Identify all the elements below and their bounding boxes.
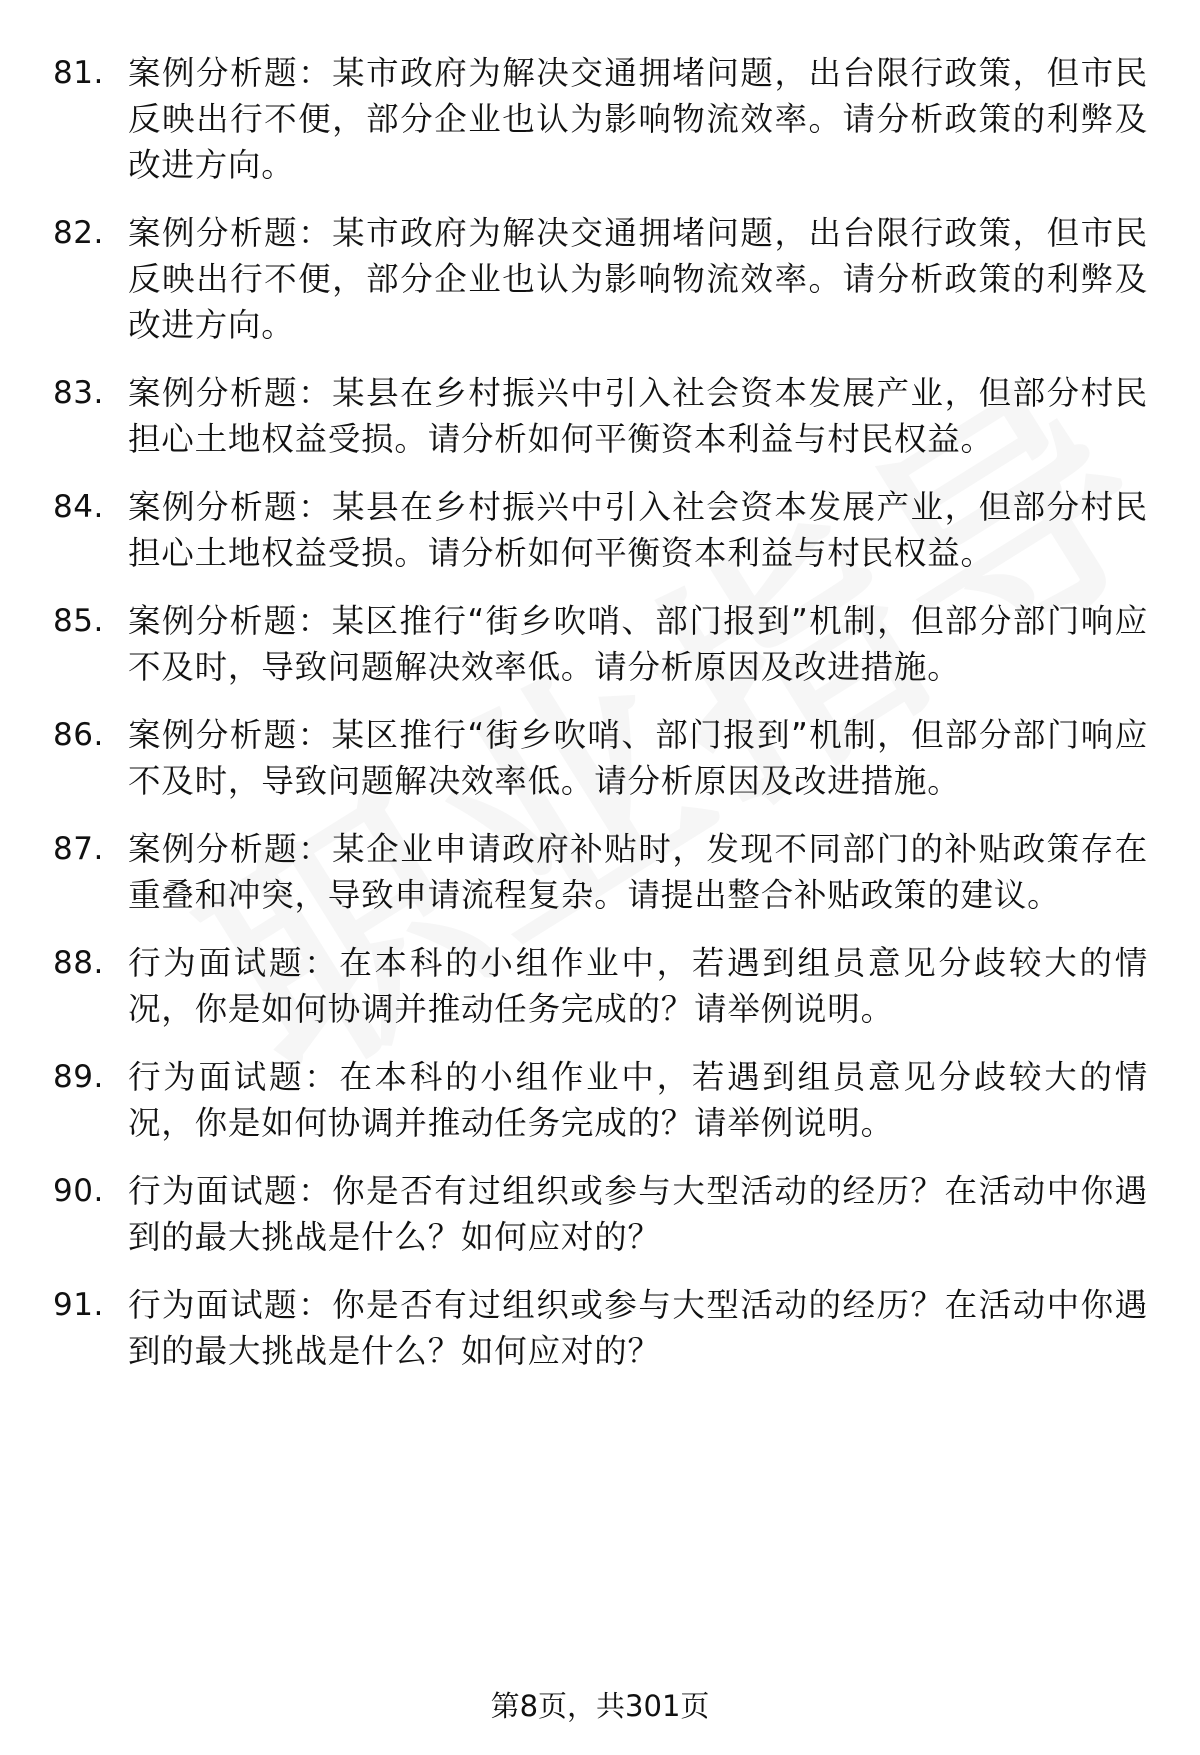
question-list	[0, 50, 1200, 1396]
question-number: 84.	[53, 489, 104, 525]
question-item	[0, 1054, 1200, 1146]
page-footer	[0, 1686, 1200, 1726]
question-text: 案例分析题：某市政府为解决交通拥堵问题，出台限行政策，但市民反映出行不便，部分企业也认为影响物流效率。请分析政策的利弊及改进方向。	[128, 54, 1148, 184]
question-number: 90.	[53, 1173, 104, 1209]
question-item	[0, 210, 1200, 348]
question-number: 85.	[53, 603, 104, 639]
question-number: 81.	[53, 55, 104, 91]
question-text: 行为面试题：你是否有过组织或参与大型活动的经历？在活动中你遇到的最大挑战是什么？如何应对的？	[128, 1172, 1148, 1256]
question-number: 83.	[53, 375, 104, 411]
question-number: 82.	[53, 215, 104, 251]
question-item	[0, 940, 1200, 1032]
question-item	[0, 484, 1200, 576]
page-number-label: 第8页，共301页	[490, 1689, 710, 1723]
question-number: 88.	[53, 945, 104, 981]
question-text: 案例分析题：某县在乡村振兴中引入社会资本发展产业，但部分村民担心土地权益受损。请分析如何平衡资本利益与村民权益。	[128, 488, 1148, 572]
question-text: 案例分析题：某企业申请政府补贴时，发现不同部门的补贴政策存在重叠和冲突，导致申请流程复杂。请提出整合补贴政策的建议。	[128, 830, 1148, 914]
question-item	[0, 50, 1200, 188]
question-item	[0, 370, 1200, 462]
question-item	[0, 712, 1200, 804]
question-number: 91.	[53, 1287, 104, 1323]
question-item	[0, 1168, 1200, 1260]
question-text: 行为面试题：你是否有过组织或参与大型活动的经历？在活动中你遇到的最大挑战是什么？如何应对的？	[128, 1286, 1148, 1370]
question-text: 行为面试题：在本科的小组作业中，若遇到组员意见分歧较大的情况，你是如何协调并推动任务完成的？请举例说明。	[128, 1058, 1148, 1142]
question-text: 案例分析题：某区推行“街乡吹哨、部门报到”机制，但部分部门响应不及时，导致问题解决效率低。请分析原因及改进措施。	[128, 602, 1148, 686]
question-text: 案例分析题：某县在乡村振兴中引入社会资本发展产业，但部分村民担心土地权益受损。请分析如何平衡资本利益与村民权益。	[128, 374, 1148, 458]
question-number: 87.	[53, 831, 104, 867]
question-text: 行为面试题：在本科的小组作业中，若遇到组员意见分歧较大的情况，你是如何协调并推动任务完成的？请举例说明。	[128, 944, 1148, 1028]
question-number: 89.	[53, 1059, 104, 1095]
question-text: 案例分析题：某市政府为解决交通拥堵问题，出台限行政策，但市民反映出行不便，部分企业也认为影响物流效率。请分析政策的利弊及改进方向。	[128, 214, 1148, 344]
question-item	[0, 598, 1200, 690]
question-item	[0, 1282, 1200, 1374]
question-text: 案例分析题：某区推行“街乡吹哨、部门报到”机制，但部分部门响应不及时，导致问题解决效率低。请分析原因及改进措施。	[128, 716, 1148, 800]
question-item	[0, 826, 1200, 918]
question-number: 86.	[53, 717, 104, 753]
